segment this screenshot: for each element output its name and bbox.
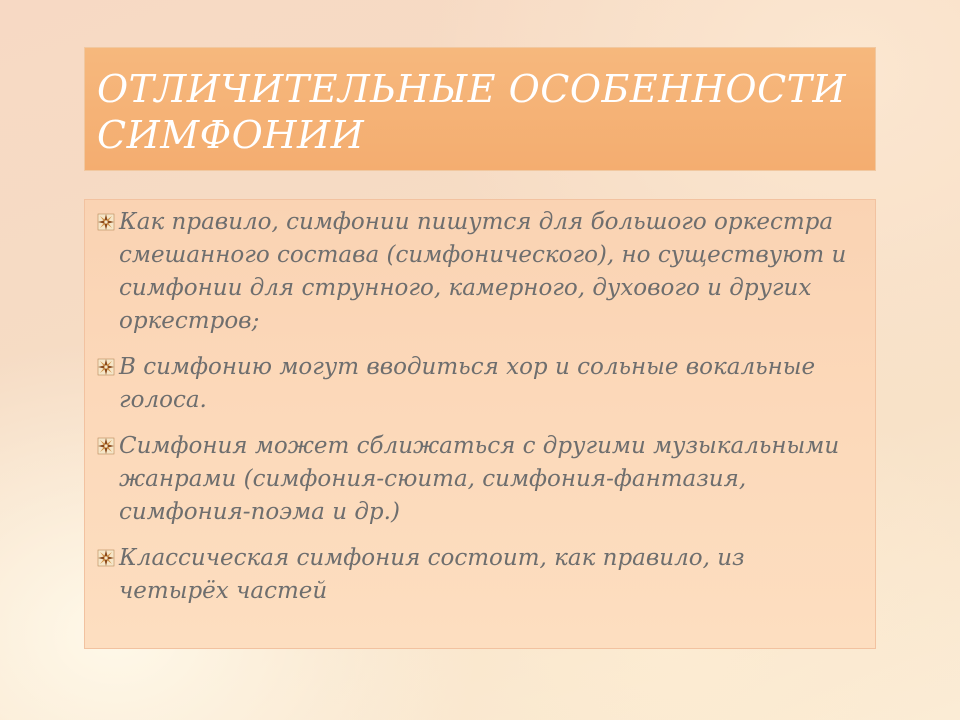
content-box [84, 199, 876, 649]
compass-star-icon [97, 437, 115, 455]
bullet-list [97, 206, 855, 608]
bullet-text: Как правило, симфонии пишутся для большого оркестра смешанного состава (симфонического), но существуют и симфонии для струнного, камерного, духового и других оркестров; [119, 209, 847, 334]
compass-star-icon [97, 213, 115, 231]
bullet-text: Классическая симфония состоит, как правило, из четырёх частей [119, 545, 745, 604]
compass-star-icon [97, 358, 115, 376]
list-item [97, 542, 855, 608]
slide-title: ОТЛИЧИТЕЛЬНЫЕ ОСОБЕННОСТИ СИМФОНИИ [97, 67, 847, 157]
title-box [84, 47, 876, 171]
bullet-text: В симфонию могут вводиться хор и сольные вокальные голоса. [119, 354, 816, 413]
bullet-text: Симфония может сближаться с другими музыкальными жанрами (симфония-сюита, симфония-фантазия, симфония-поэма и др.) [119, 433, 840, 525]
list-item [97, 351, 855, 417]
list-item [97, 430, 855, 529]
compass-star-icon [97, 549, 115, 567]
list-item [97, 206, 855, 338]
